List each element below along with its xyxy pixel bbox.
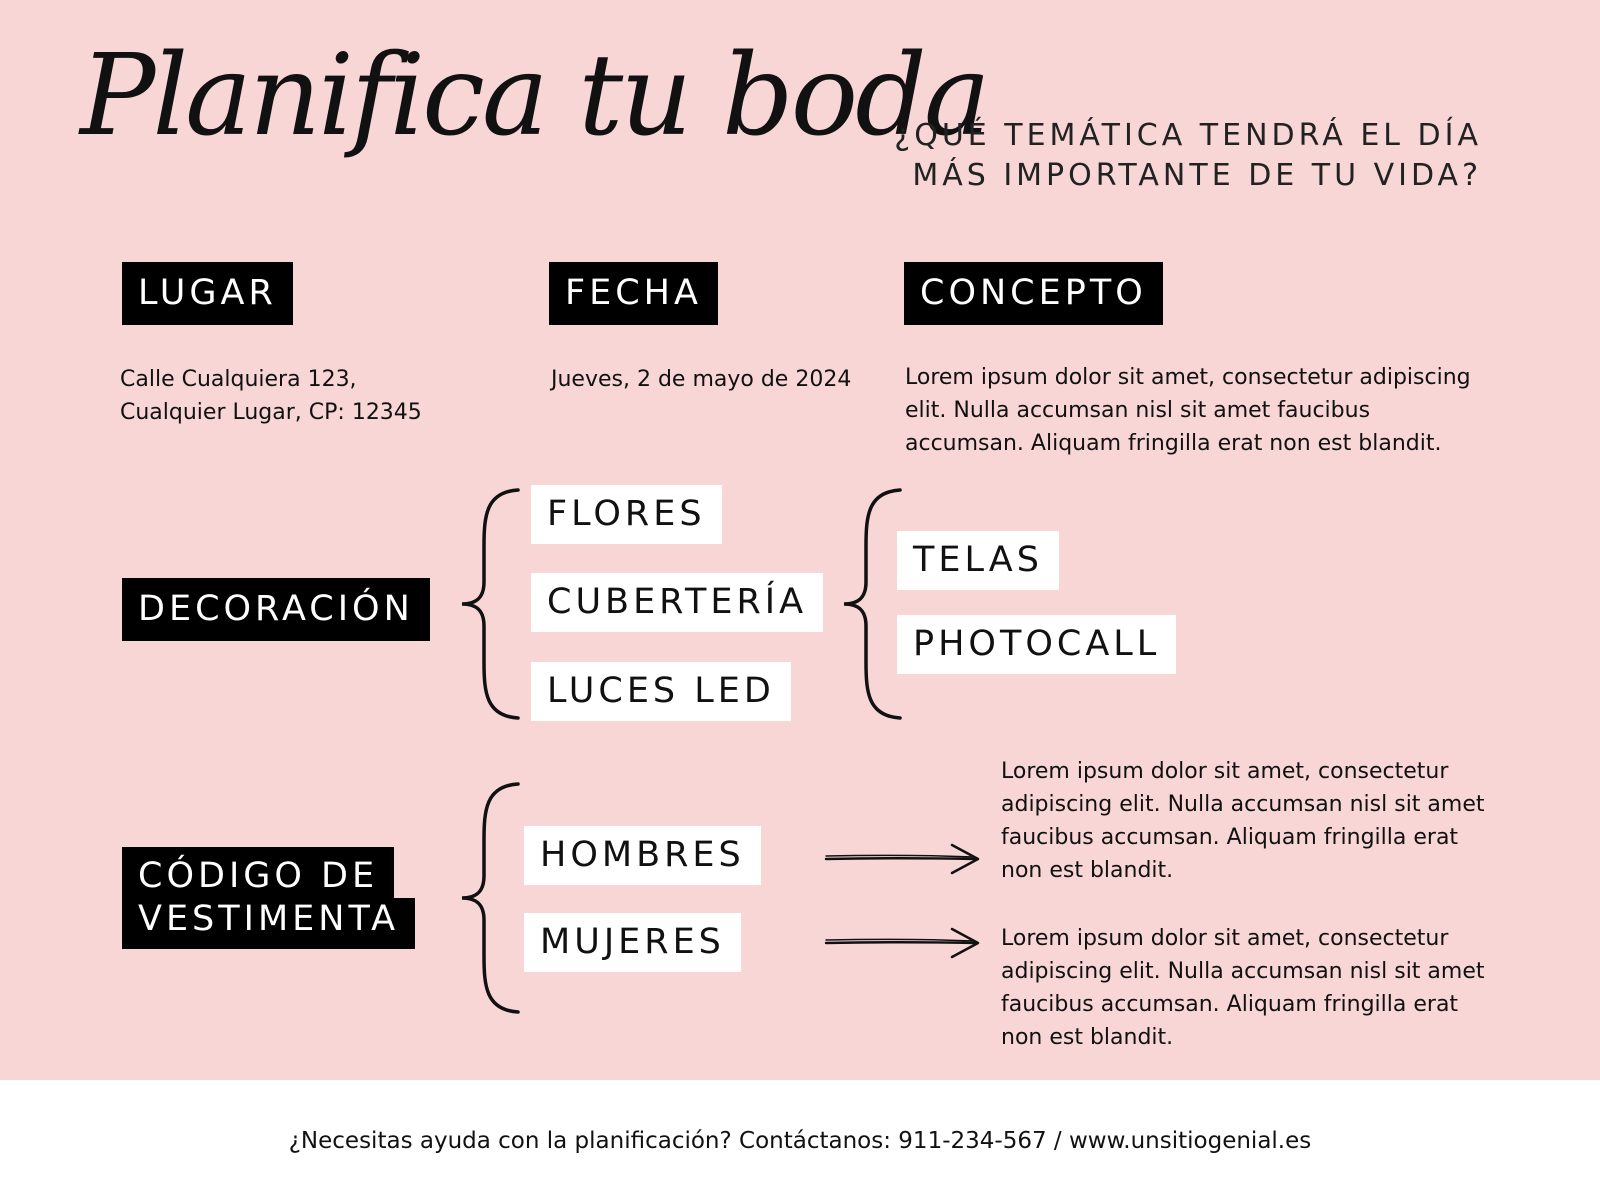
fecha-label: FECHA	[549, 262, 718, 325]
mujeres-desc-line: faucibus accumsan. Aliquam fringilla erat	[1001, 992, 1459, 1017]
arrow-right-icon	[824, 926, 984, 960]
decor-item-photocall: PHOTOCALL	[897, 615, 1176, 674]
hombres-description	[1001, 755, 1485, 887]
vestimenta-label	[122, 847, 415, 949]
mujeres-description	[1001, 922, 1485, 1054]
vestimenta-label-line-2: VESTIMENTA	[122, 898, 415, 949]
fecha-value	[551, 363, 851, 396]
concepto-label: CONCEPTO	[904, 262, 1163, 325]
footer-contact-text: ¿Necesitas ayuda con la planificación? Contáctanos: 911-234-567 / www.unsitiogenial.es	[288, 1128, 1312, 1154]
mujeres-desc-line: Lorem ipsum dolor sit amet, consectetur	[1001, 926, 1449, 951]
left-brace-icon	[456, 486, 526, 722]
subtitle-line-1: ¿QUÉ TEMÁTICA TENDRÁ EL DÍA	[894, 118, 1482, 153]
decor-item-luces-led: LUCES LED	[531, 662, 791, 721]
vestimenta-label-line-1: CÓDIGO DE	[122, 847, 394, 898]
mujeres-desc-line: non est blandit.	[1001, 1025, 1174, 1050]
decoracion-label: DECORACIÓN	[122, 578, 430, 641]
decor-item-flores: FLORES	[531, 485, 722, 544]
decor-item-cuberteria: CUBERTERÍA	[531, 573, 823, 632]
subtitle-line-2: MÁS IMPORTANTE DE TU VIDA?	[912, 158, 1482, 193]
lugar-label: LUGAR	[122, 262, 293, 325]
page-title: Planifica tu boda	[80, 31, 988, 161]
vestimenta-item-hombres: HOMBRES	[524, 826, 761, 885]
lugar-line-1: Calle Cualquiera 123,	[120, 367, 357, 392]
subtitle	[842, 116, 1482, 196]
hombres-desc-line: Lorem ipsum dolor sit amet, consectetur	[1001, 759, 1449, 784]
hombres-desc-line: faucibus accumsan. Aliquam fringilla erat	[1001, 825, 1459, 850]
concepto-line-1: Lorem ipsum dolor sit amet, consectetur adipiscing	[905, 365, 1471, 390]
decor-item-telas: TELAS	[897, 531, 1059, 590]
arrow-right-icon	[824, 842, 984, 876]
lugar-address	[120, 363, 422, 429]
left-brace-icon	[456, 780, 526, 1016]
mujeres-desc-line: adipiscing elit. Nulla accumsan nisl sit amet	[1001, 959, 1485, 984]
vestimenta-item-mujeres: MUJERES	[524, 913, 741, 972]
concepto-text	[905, 361, 1471, 460]
hombres-desc-line: non est blandit.	[1001, 858, 1174, 883]
footer	[0, 1080, 1600, 1200]
concepto-line-2: elit. Nulla accumsan nisl sit amet faucibus	[905, 398, 1371, 423]
concepto-line-3: accumsan. Aliquam fringilla erat non est blandit.	[905, 431, 1442, 456]
fecha-text: Jueves, 2 de mayo de 2024	[551, 367, 852, 392]
lugar-line-2: Cualquier Lugar, CP: 12345	[120, 400, 422, 425]
left-brace-icon	[838, 486, 908, 722]
hombres-desc-line: adipiscing elit. Nulla accumsan nisl sit amet	[1001, 792, 1485, 817]
